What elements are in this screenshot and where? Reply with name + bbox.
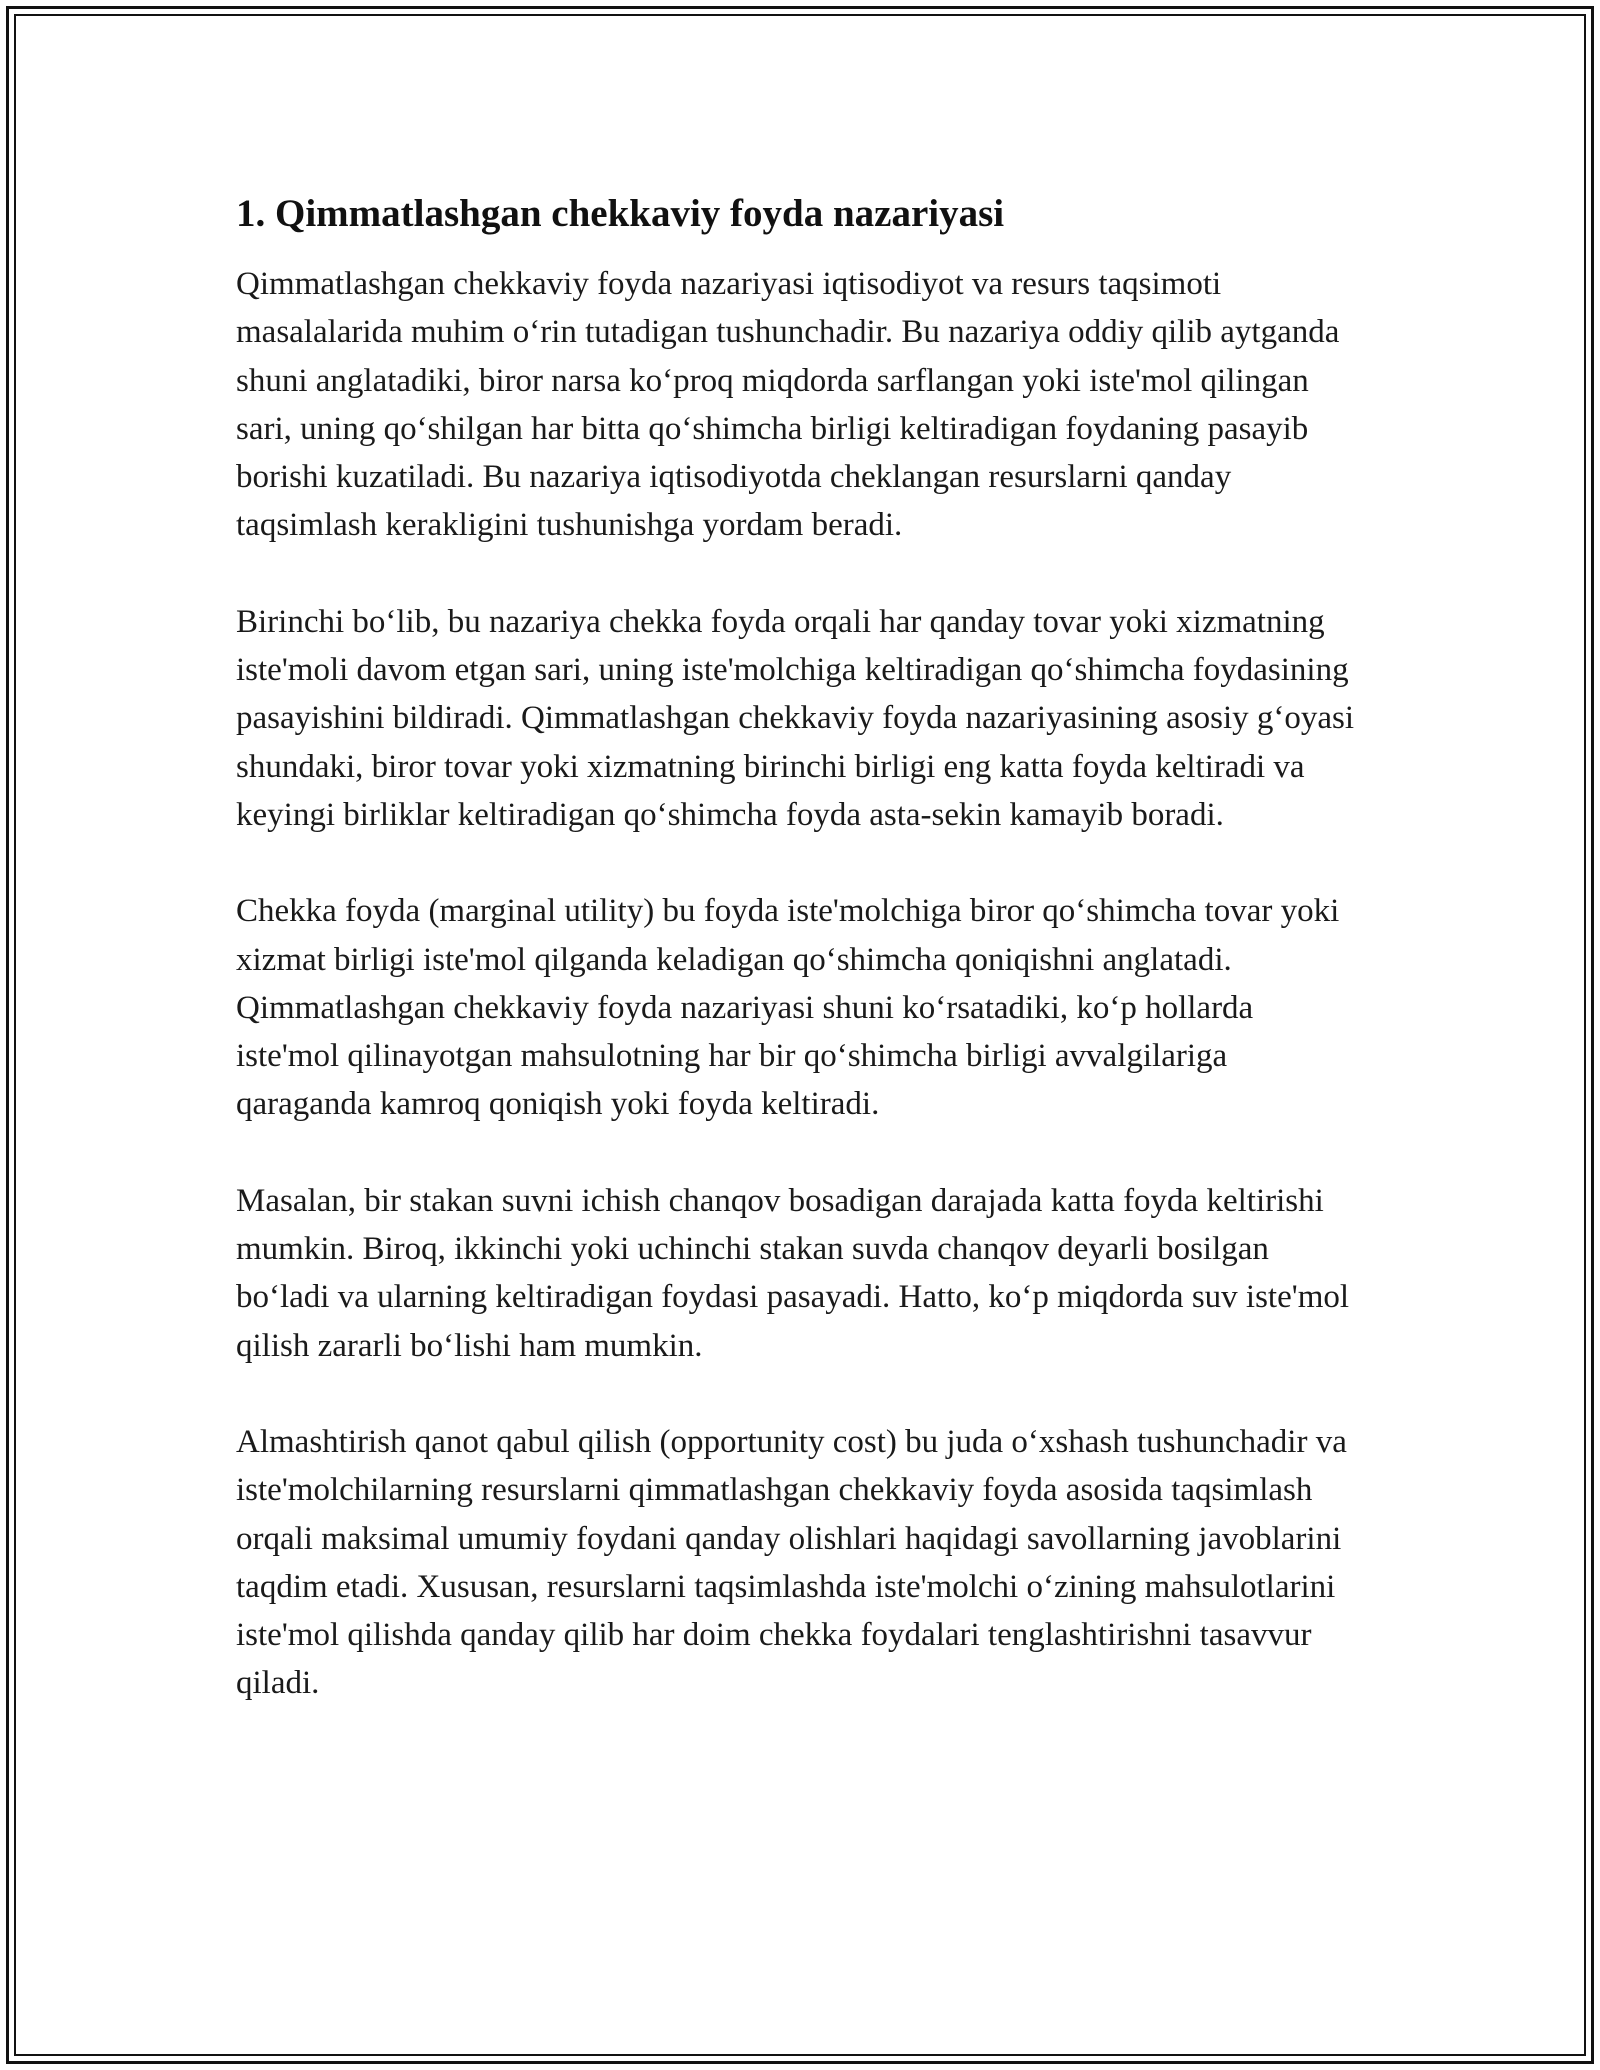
section-title: 1. Qimmatlashgan chekkaviy foyda nazariyasi: [236, 192, 1005, 235]
document-body: [236, 186, 1356, 1756]
paragraph-4: Masalan, bir stakan suvni ichish chanqov bosadigan darajada katta foyda keltirishi mumkin. Biroq, ikkinchi yoki uchinchi stakan suvda chanqov deyarli bosilgan bo‘ladi va ularning keltiradigan foydasi pasayadi. Hatto, ko‘p miqdorda suv iste'mol qilish zararli bo‘lishi ham mumkin.: [236, 1182, 1350, 1364]
paragraph-5: Almashtirish qanot qabul qilish (opportunity cost) bu juda o‘xshash tushunchadir va iste'molchilarning resurslarni qimmatlashgan chekkaviy foyda asosida taqsimlash orqali maksimal umumiy foydani qanday olishlari haqidagi savollarning javoblarini taqdim etadi. Xususan, resurslarni taqsimlashda iste'molchi o‘zining mahsulotlarini iste'mol qilishda qanday qilib har doim chekka foydalari tenglashtirishni tasavvur qiladi.: [236, 1423, 1347, 1702]
paragraph-3: Chekka foyda (marginal utility) bu foyda iste'molchiga biror qo‘shimcha tovar yoki xizmat birligi iste'mol qilganda keladigan qo‘shimcha qoniqishni anglatadi. Qimmatlashgan chekkaviy foyda nazariyasi shuni ko‘rsatadiki, ko‘p hollarda iste'mol qilinayotgan mahsulotning har bir qo‘shimcha birligi avvalgilariga qaraganda kamroq qoniqish yoki foyda keltiradi.: [236, 893, 1340, 1123]
paragraph-1: Qimmatlashgan chekkaviy foyda nazariyasi iqtisodiyot va resurs taqsimoti masalalarida muhim o‘rin tutadigan tushunchadir. Bu nazariya oddiy qilib aytganda shuni anglatadiki, biror narsa ko‘proq miqdorda sarflangan yoki iste'mol qilingan sari, uning qo‘shilgan har bitta qo‘shimcha birligi keltiradigan foydaning pasayib borishi kuzatiladi. Bu nazariya iqtisodiyotda cheklangan resurslarni qanday taqsimlash kerakligini tushunishga yordam beradi.: [236, 266, 1340, 544]
paragraph-2: Birinchi bo‘lib, bu nazariya chekka foyda orqali har qanday tovar yoki xizmatning iste'moli davom etgan sari, uning iste'molchiga keltiradigan qo‘shimcha foydasining pasayishini bildiradi. Qimmatlashgan chekkaviy foyda nazariyasining asosiy g‘oyasi shundaki, biror tovar yoki xizmatning birinchi birligi eng katta foyda keltiradi va keyingi birliklar keltiradigan qo‘shimcha foyda asta-sekin kamayib boradi.: [236, 603, 1355, 833]
